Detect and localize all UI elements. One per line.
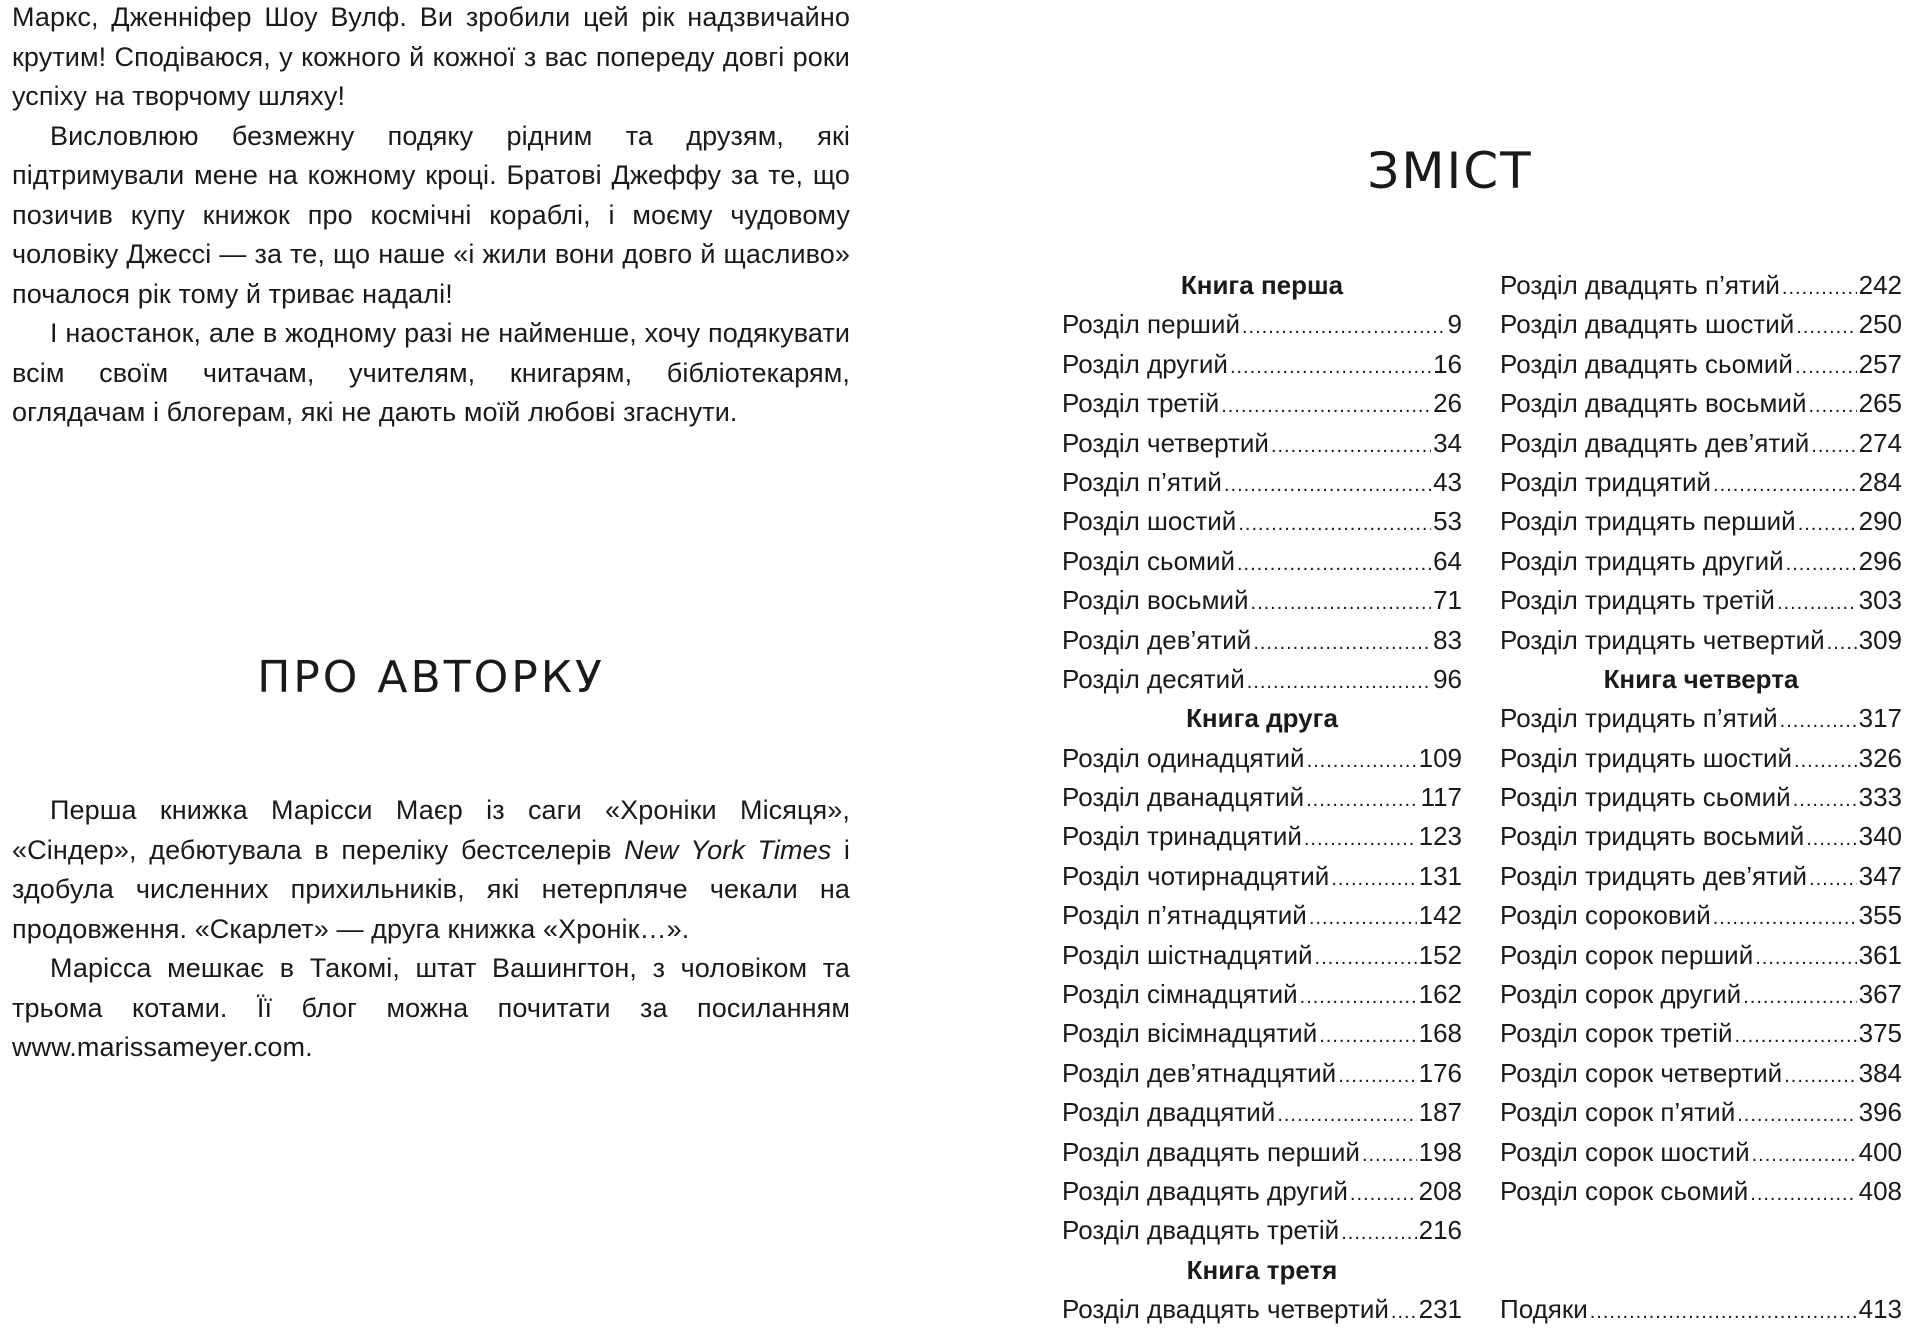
toc-entry-page-number: 242	[1858, 270, 1902, 300]
toc-entry-page-number: 361	[1858, 939, 1902, 970]
about-paragraph-1	[12, 791, 850, 949]
toc-book-heading: Книга перша	[1180, 270, 1344, 300]
toc-dot-leader	[1752, 1136, 1857, 1175]
toc-dot-leader	[1338, 1057, 1416, 1096]
toc-dot-leader	[1391, 1293, 1417, 1332]
toc-entry-page-number: 9	[1447, 309, 1462, 340]
toc-entry[interactable]	[1062, 621, 1462, 660]
about-p1-text-after: і здобула численних прихильників, які нетерпляче чекали на продовження. «Скарлет» — друга книжка «Хронік…».	[12, 834, 850, 944]
toc-entry-label: Розділ тридцятий	[1500, 466, 1712, 497]
toc-entry-page-number: 326	[1858, 742, 1902, 773]
toc-entry[interactable]	[1500, 621, 1902, 660]
toc-dot-leader	[1277, 1096, 1416, 1135]
toc-entry-label: Розділ четвертий	[1062, 427, 1269, 458]
toc-entry-page-number: 64	[1433, 545, 1462, 576]
toc-entry-label: Розділ двадцять п’ятий	[1500, 270, 1780, 300]
toc-entry-label: Розділ шістнадцятий	[1062, 939, 1313, 970]
toc-entry[interactable]	[1500, 1093, 1902, 1132]
toc-dot-leader	[1350, 1175, 1417, 1214]
toc-dot-leader	[1590, 1293, 1857, 1332]
toc-entry[interactable]	[1062, 975, 1462, 1014]
toc-entry-page-number: 198	[1418, 1136, 1462, 1167]
toc-entry-label: Розділ тридцять сьомий	[1500, 782, 1791, 813]
toc-dot-leader	[1755, 939, 1856, 978]
toc-dot-leader	[1362, 1136, 1417, 1175]
toc-entry-label: Розділ п’ятнадцятий	[1062, 900, 1307, 931]
left-page	[12, 0, 850, 1329]
toc-entry[interactable]	[1062, 1014, 1462, 1053]
toc-entry[interactable]	[1500, 345, 1902, 384]
toc-dot-leader	[1737, 1096, 1856, 1135]
toc-entry-label: Розділ вісімнадцятий	[1062, 1018, 1318, 1049]
toc-entry[interactable]	[1062, 384, 1462, 423]
toc-entry[interactable]	[1062, 857, 1462, 896]
toc-book-heading: Книга друга	[1186, 703, 1338, 734]
toc-entry-page-number: 231	[1418, 1294, 1462, 1325]
toc-entry[interactable]	[1062, 1290, 1462, 1329]
toc-dot-leader	[1319, 1017, 1416, 1056]
toc-entry-page-number: 250	[1858, 309, 1902, 340]
toc-dot-leader	[1784, 1057, 1856, 1096]
about-author-block	[12, 791, 850, 1068]
toc-entry-page-number: 296	[1858, 545, 1902, 576]
about-p2-text: Марісса мешкає в Такомі, штат Вашингтон, з чоловіком та трьома котами. Її блог можна почитати за посиланням	[12, 953, 850, 1023]
toc-entry-page-number: 187	[1418, 1097, 1462, 1128]
toc-entry-label: Розділ тридцять дев’ятий	[1500, 860, 1808, 891]
toc-dot-leader	[1808, 387, 1856, 426]
toc-entry[interactable]	[1062, 1093, 1462, 1132]
toc-entry[interactable]	[1062, 817, 1462, 856]
toc-dot-leader	[1221, 387, 1431, 426]
toc-entry-label: Розділ двадцять перший	[1062, 1136, 1360, 1167]
toc-entry-label: Розділ двадцять восьмий	[1500, 388, 1807, 419]
toc-dot-leader	[1794, 742, 1857, 781]
toc-title: ЗМІСТ	[1367, 142, 1533, 200]
toc-entry[interactable]	[1062, 502, 1462, 541]
toc-entry[interactable]	[1062, 1054, 1462, 1093]
toc-entry-page-number: 396	[1858, 1097, 1902, 1128]
toc-dot-leader	[1780, 702, 1857, 741]
toc-entry-page-number: 168	[1418, 1018, 1462, 1049]
toc-entry[interactable]	[1500, 817, 1902, 856]
toc-entry-label: Розділ тринадцятий	[1062, 821, 1302, 852]
toc-entry-label: Подяки	[1500, 1294, 1588, 1325]
toc-entry[interactable]	[1062, 1133, 1462, 1172]
toc-entry-page-number: 355	[1858, 900, 1902, 931]
toc-entry-label: Розділ десятий	[1062, 663, 1245, 694]
toc-entry-label: Розділ тридцять другий	[1500, 545, 1784, 576]
toc-entry[interactable]	[1500, 1054, 1902, 1093]
toc-dot-leader	[1735, 1017, 1857, 1056]
toc-dot-leader	[1796, 308, 1856, 347]
toc-dot-leader	[1341, 1214, 1416, 1253]
toc-dot-leader	[1242, 308, 1446, 347]
toc-entry[interactable]	[1062, 778, 1462, 817]
toc-entry-label: Розділ сорок п’ятий	[1500, 1097, 1736, 1128]
toc-entry-label: Розділ третій	[1062, 388, 1220, 419]
toc-entry[interactable]	[1500, 424, 1902, 463]
toc-dot-leader	[1743, 978, 1856, 1017]
toc-entry-label: Розділ дев’ятнадцятий	[1062, 1057, 1337, 1088]
toc-entry[interactable]	[1500, 1290, 1902, 1329]
toc-entry-label: Розділ сорок перший	[1500, 939, 1754, 970]
toc-entry-page-number: 208	[1418, 1175, 1462, 1206]
toc-dot-leader	[1315, 939, 1417, 978]
toc-spacer	[1500, 1251, 1902, 1290]
toc-book-heading: Книга третя	[1186, 1254, 1338, 1285]
toc-entry[interactable]	[1500, 266, 1902, 305]
toc-entry-page-number: 26	[1433, 388, 1462, 419]
acknowledgements-paragraph-1: Маркс, Дженніфер Шоу Вулф. Ви зробили цей рік надзвичайно крутим! Сподіваюся, у кожного й кожної з вас попереду довгі роки успіху на творчому шляху!	[12, 2, 850, 111]
toc-entry[interactable]	[1500, 542, 1902, 581]
toc-entry-label: Розділ дев’ятий	[1062, 624, 1252, 655]
toc-entry[interactable]	[1500, 581, 1902, 620]
toc-entry-label: Розділ сорок третій	[1500, 1018, 1733, 1049]
toc-entry-page-number: 16	[1433, 348, 1462, 379]
toc-entry-page-number: 257	[1858, 348, 1902, 379]
toc-entry-label: Розділ другий	[1062, 348, 1228, 379]
toc-entry[interactable]	[1062, 936, 1462, 975]
toc-entry-page-number: 34	[1433, 427, 1462, 458]
toc-entry-label: Розділ двадцятий	[1062, 1097, 1276, 1128]
toc-entry-page-number: 176	[1418, 1057, 1462, 1088]
toc-entry-label: Розділ восьмий	[1062, 585, 1249, 616]
toc-entry-label: Розділ сорок четвертий	[1500, 1057, 1783, 1088]
toc-entry-page-number: 290	[1858, 506, 1902, 537]
toc-entry-page-number: 400	[1858, 1136, 1902, 1167]
toc-entry-label: Розділ двадцять другий	[1062, 1175, 1348, 1206]
toc-dot-leader	[1238, 505, 1431, 544]
toc-dot-leader	[1309, 899, 1417, 938]
toc-entry-page-number: 413	[1858, 1294, 1902, 1325]
toc-entry-label: Розділ сороковий	[1500, 900, 1711, 931]
toc-dot-leader	[1811, 427, 1856, 466]
toc-dot-leader	[1786, 545, 1857, 584]
toc-dot-leader	[1806, 820, 1856, 859]
toc-dot-leader	[1271, 427, 1431, 466]
toc-entry-page-number: 408	[1858, 1175, 1902, 1206]
toc-entry-page-number: 117	[1420, 782, 1462, 813]
toc-entry[interactable]	[1062, 463, 1462, 502]
toc-entry[interactable]	[1062, 581, 1462, 620]
toc-entry-label: Розділ тридцять шостий	[1500, 742, 1793, 773]
acknowledgements-paragraph-3: І наостанок, але в жодному разі не найменше, хочу подякувати всім своїм читачам, учителям, книгарям, бібліотекарям, оглядачам і блогерам, які не дають моїй любові згаснути.	[12, 318, 850, 427]
toc-entry[interactable]	[1062, 896, 1462, 935]
toc-column-2	[1500, 266, 1902, 1330]
toc-dot-leader	[1793, 781, 1857, 820]
toc-entry-page-number: 347	[1858, 860, 1902, 891]
toc-dot-leader	[1237, 545, 1431, 584]
toc-entry[interactable]	[1500, 1133, 1902, 1172]
toc-entry-page-number: 333	[1858, 782, 1902, 813]
toc-entry[interactable]	[1062, 424, 1462, 463]
acknowledgements-block	[12, 0, 850, 433]
toc-entry[interactable]	[1062, 542, 1462, 581]
toc-dot-leader	[1306, 781, 1418, 820]
toc-dot-leader	[1798, 505, 1857, 544]
toc-entry[interactable]	[1500, 739, 1902, 778]
toc-column-1	[1062, 266, 1462, 1330]
about-p1-text-before: Перша книжка Марісси Маєр із саги «Хроніки Місяця», «Сіндер», дебютувала в переліку бестселерів	[12, 795, 850, 865]
toc-entry[interactable]	[1500, 699, 1902, 738]
toc-entry-label: Розділ тридцять третій	[1500, 585, 1775, 616]
toc-entry-label: Розділ сімнадцятий	[1062, 979, 1298, 1010]
toc-entry-label: Розділ сьомий	[1062, 545, 1235, 576]
toc-entry-label: Розділ чотирнадцятий	[1062, 860, 1330, 891]
toc-entry-page-number: 131	[1418, 860, 1462, 891]
toc-entry-label: Розділ тридцять восьмий	[1500, 821, 1805, 852]
toc-entry-label: Розділ двадцять дев’ятий	[1500, 427, 1810, 458]
toc-book-heading: Книга четверта	[1603, 663, 1799, 694]
toc-dot-leader	[1224, 466, 1431, 505]
toc-entry-page-number: 284	[1858, 466, 1902, 497]
toc-dot-leader	[1331, 860, 1416, 899]
toc-entry-label: Розділ двадцять шостий	[1500, 309, 1795, 340]
toc-entry-page-number: 375	[1858, 1018, 1902, 1049]
toc-dot-leader	[1251, 584, 1432, 623]
about-p2-end: .	[305, 1032, 313, 1062]
toc-entry-label: Розділ двадцять четвертий	[1062, 1294, 1389, 1325]
toc-entry-label: Розділ тридцять четвертий	[1500, 624, 1825, 655]
about-p1-italic-title: New York Times	[624, 834, 832, 865]
toc-entry-page-number: 96	[1433, 663, 1462, 694]
toc-dot-leader	[1713, 899, 1857, 938]
toc-entry[interactable]	[1500, 896, 1902, 935]
toc-dot-leader	[1300, 978, 1417, 1017]
toc-entry[interactable]	[1500, 857, 1902, 896]
toc-entry-page-number: 384	[1858, 1057, 1902, 1088]
toc-dot-leader	[1827, 624, 1857, 663]
toc-entry-page-number: 265	[1858, 388, 1902, 419]
toc-entry-label: Розділ дванадцятий	[1062, 782, 1305, 813]
toc-entry-page-number: 83	[1433, 624, 1462, 655]
toc-entry-label: Розділ одинадцятий	[1062, 742, 1305, 773]
toc-entry[interactable]	[1062, 1172, 1462, 1211]
toc-entry[interactable]	[1500, 502, 1902, 541]
toc-dot-leader	[1782, 269, 1857, 308]
toc-entry[interactable]	[1062, 660, 1462, 699]
toc-entry[interactable]	[1500, 384, 1902, 423]
toc-entry-label: Розділ сорок другий	[1500, 979, 1742, 1010]
toc-dot-leader	[1713, 466, 1857, 505]
toc-dot-leader	[1777, 584, 1857, 623]
toc-entry-page-number: 317	[1858, 703, 1902, 734]
toc-entry-label: Розділ тридцять перший	[1500, 506, 1796, 537]
toc-entry-page-number: 123	[1418, 821, 1462, 852]
toc-entry-page-number: 109	[1418, 742, 1462, 773]
author-website-link[interactable]: www.marissameyer.com	[12, 1032, 306, 1062]
toc-entry-label: Розділ сорок сьомий	[1500, 1175, 1749, 1206]
toc-spacer	[1500, 1211, 1902, 1250]
toc-entry-label: Розділ перший	[1062, 309, 1240, 340]
toc-entry-label: Розділ тридцять п’ятий	[1500, 703, 1778, 734]
toc-entry-label: Розділ двадцять третій	[1062, 1215, 1340, 1246]
toc-entry-page-number: 340	[1858, 821, 1902, 852]
toc-entry[interactable]	[1500, 463, 1902, 502]
toc-entry[interactable]	[1062, 305, 1462, 344]
toc-entry[interactable]	[1500, 1014, 1902, 1053]
toc-entry-page-number: 303	[1858, 585, 1902, 616]
about-paragraph-2	[12, 949, 850, 1068]
toc-dot-leader	[1809, 860, 1857, 899]
toc-dot-leader	[1247, 663, 1431, 702]
toc-entry-page-number: 43	[1433, 466, 1462, 497]
toc-entry[interactable]	[1500, 936, 1902, 975]
toc-entry[interactable]	[1500, 305, 1902, 344]
toc-entry-page-number: 274	[1858, 427, 1902, 458]
toc-entry-label: Розділ сорок шостий	[1500, 1136, 1750, 1167]
toc-entry-label: Розділ двадцять сьомий	[1500, 348, 1793, 379]
toc-entry-page-number: 309	[1858, 624, 1902, 655]
toc-entry[interactable]	[1500, 778, 1902, 817]
toc-entry-label: Розділ шостий	[1062, 506, 1237, 537]
toc-entry-label: Розділ п’ятий	[1062, 466, 1222, 497]
toc-dot-leader	[1230, 348, 1431, 387]
toc-entry-page-number: 162	[1418, 979, 1462, 1010]
toc-entry[interactable]	[1062, 345, 1462, 384]
toc-entry-page-number: 152	[1418, 939, 1462, 970]
toc-entry[interactable]	[1500, 1172, 1902, 1211]
about-author-title: ПРО АВТОРКУ	[257, 652, 605, 703]
toc-entry-page-number: 71	[1433, 585, 1462, 616]
toc-dot-leader	[1307, 742, 1417, 781]
toc-entry[interactable]	[1500, 975, 1902, 1014]
toc-entry-page-number: 142	[1418, 900, 1462, 931]
toc-dot-leader	[1750, 1175, 1856, 1214]
toc-entry[interactable]	[1062, 739, 1462, 778]
toc-dot-leader	[1795, 348, 1857, 387]
toc-entry-page-number: 53	[1433, 506, 1462, 537]
toc-entry[interactable]	[1062, 1211, 1462, 1250]
toc-dot-leader	[1253, 624, 1431, 663]
acknowledgements-paragraph-2: Висловлюю безмежну подяку рідним та друзям, які підтримували мене на кожному кроці. Братові Джеффу за те, що позичив купу книжок про космічні кораблі, і моєму чудовому чоловіку Джессі — за те, що наше «і жили вони довго й щасливо» почалося рік тому й триває надалі!	[12, 120, 850, 309]
toc-entry-page-number: 367	[1858, 979, 1902, 1010]
toc-entry-page-number: 216	[1418, 1215, 1462, 1246]
toc-dot-leader	[1304, 820, 1417, 859]
